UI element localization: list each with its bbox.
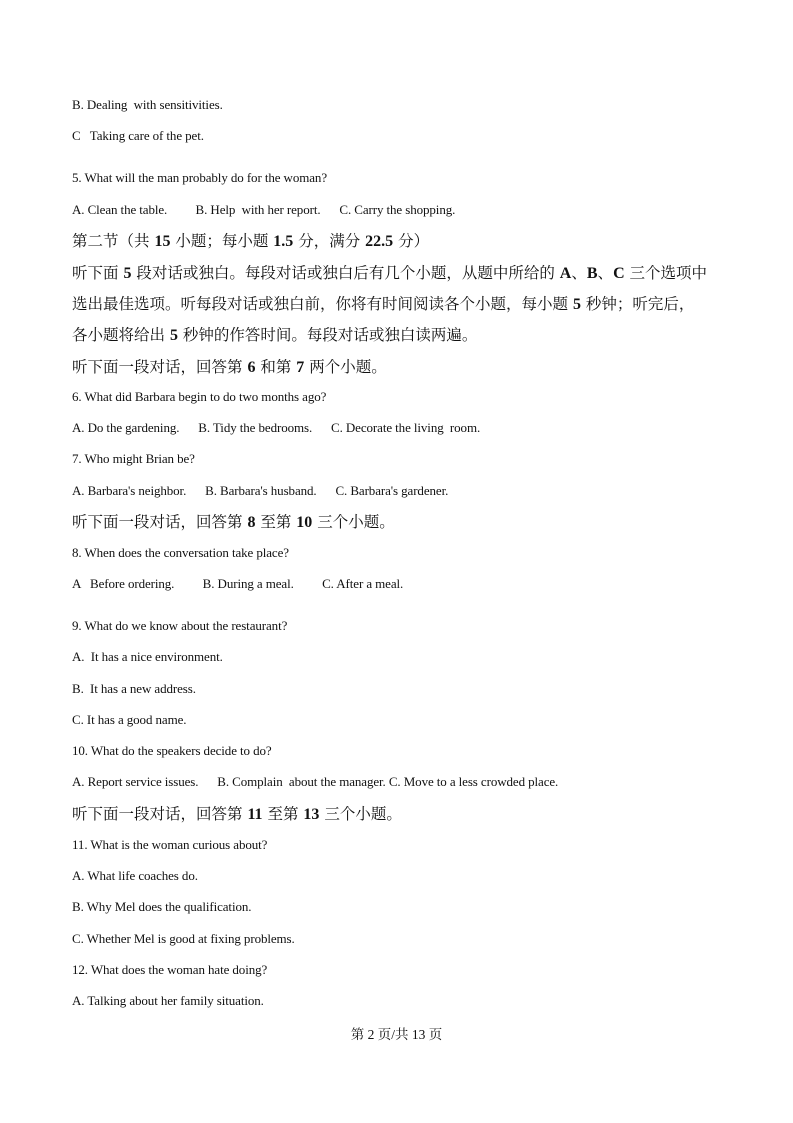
question-11-option-b: B. Why Mel does the qualification.	[72, 899, 252, 914]
dialogue-heading-11-13: 听下面一段对话，回答第 11 至第 13 三个小题。	[72, 805, 402, 823]
page-footer: 第 2 页/共 13 页	[350, 1027, 443, 1042]
instruction-line-2: 选出最佳选项。听每段对话或独白前，你将有时间阅读各个小题，每小题 5 秒钟；听完后，	[72, 295, 695, 313]
dialogue-heading-8-10: 听下面一段对话，回答第 8 至第 10 三个小题。	[72, 513, 395, 531]
question-9: 9. What do we know about the restaurant?	[72, 618, 288, 633]
question-10-options: A. Report service issues. B. Complain about the manager. C. Move to a less crowded place.	[72, 774, 559, 789]
option-line: B. Dealing with sensitivities.	[72, 97, 223, 112]
question-6-options: A. Do the gardening. B. Tidy the bedrooms. C. Decorate the living room.	[72, 420, 481, 435]
question-7: 7. Who might Brian be?	[72, 451, 195, 466]
instruction-line-3: 各小题将给出 5 秒钟的作答时间。每段对话或独白读两遍。	[72, 326, 478, 344]
question-9-option-c: C. It has a good name.	[72, 712, 187, 727]
section-title: 第二节（共 15 小题；每小题 1.5 分，满分 22.5 分）	[72, 232, 430, 250]
question-8: 8. When does the conversation take place?	[72, 545, 289, 560]
question-5: 5. What will the man probably do for the woman?	[72, 170, 327, 185]
question-12: 12. What does the woman hate doing?	[72, 962, 268, 977]
question-5-options: A. Clean the table. B. Help with her report. C. Carry the shopping.	[72, 202, 456, 217]
instruction-line-1: 听下面 5 段对话或独白。每段对话或独白后有几个小题，从题中所给的 A、B、C 三个选项中	[72, 264, 708, 282]
question-9-option-b: B. It has a new address.	[72, 681, 196, 696]
question-7-options: A. Barbara's neighbor. B. Barbara's husband. C. Barbara's gardener.	[72, 483, 449, 498]
question-9-option-a: A. It has a nice environment.	[72, 649, 223, 664]
question-6: 6. What did Barbara begin to do two months ago?	[72, 389, 327, 404]
dialogue-heading-6-7: 听下面一段对话，回答第 6 和第 7 两个小题。	[72, 358, 387, 376]
option-line: C Taking care of the pet.	[72, 128, 204, 143]
question-11-option-a: A. What life coaches do.	[72, 868, 198, 883]
question-11-option-c: C. Whether Mel is good at fixing problems.	[72, 931, 295, 946]
question-8-options: A Before ordering. B. During a meal. C. After a meal.	[72, 576, 404, 591]
question-10: 10. What do the speakers decide to do?	[72, 743, 272, 758]
question-11: 11. What is the woman curious about?	[72, 837, 268, 852]
question-12-option-a: A. Talking about her family situation.	[72, 993, 264, 1008]
